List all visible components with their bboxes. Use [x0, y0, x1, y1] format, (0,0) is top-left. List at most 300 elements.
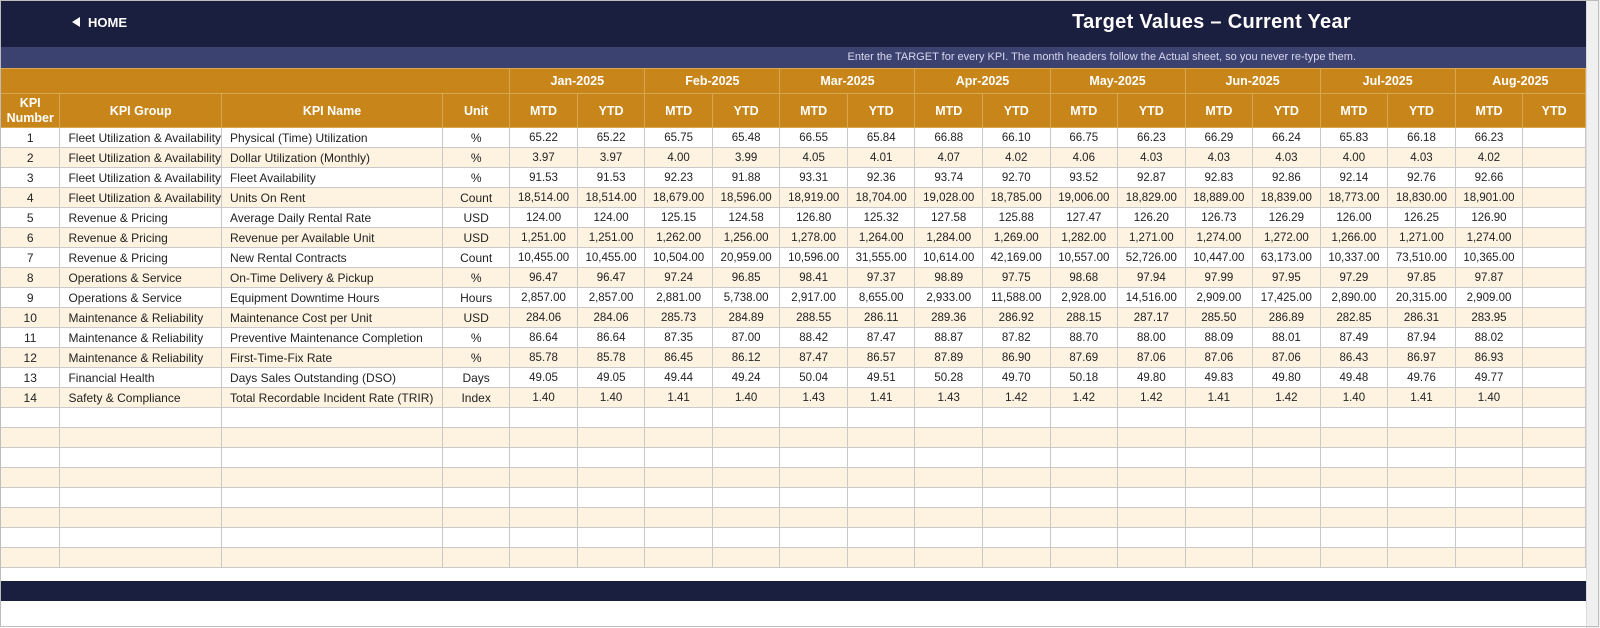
target-value-cell[interactable]: 97.99 [1185, 268, 1253, 288]
empty-cell[interactable] [1388, 508, 1456, 528]
target-value-cell[interactable]: 91.53 [510, 168, 578, 188]
target-value-cell[interactable]: 124.00 [510, 208, 578, 228]
target-value-cell[interactable]: 287.17 [1118, 308, 1186, 328]
target-value-cell[interactable]: 4.02 [983, 148, 1051, 168]
target-value-cell[interactable]: 18,901.00 [1455, 188, 1523, 208]
target-value-cell[interactable]: 93.31 [780, 168, 848, 188]
target-value-cell[interactable]: 66.55 [780, 128, 848, 148]
target-value-cell[interactable] [1523, 288, 1586, 308]
target-value-cell[interactable]: 88.42 [780, 328, 848, 348]
empty-cell[interactable] [915, 488, 983, 508]
target-value-cell[interactable]: 1,271.00 [1388, 228, 1456, 248]
empty-cell[interactable] [1118, 488, 1186, 508]
empty-cell[interactable] [1253, 488, 1321, 508]
target-value-cell[interactable]: 86.97 [1388, 348, 1456, 368]
empty-cell[interactable] [915, 508, 983, 528]
home-button[interactable] [72, 15, 127, 30]
target-value-cell[interactable]: 49.76 [1388, 368, 1456, 388]
empty-cell[interactable] [443, 488, 510, 508]
target-value-cell[interactable]: 124.58 [712, 208, 780, 228]
target-value-cell[interactable]: 288.55 [780, 308, 848, 328]
empty-cell[interactable] [510, 428, 578, 448]
empty-cell[interactable] [510, 448, 578, 468]
target-value-cell[interactable]: 1.43 [780, 388, 848, 408]
empty-cell[interactable] [1253, 508, 1321, 528]
empty-cell[interactable] [221, 528, 442, 548]
target-value-cell[interactable]: 86.64 [510, 328, 578, 348]
empty-cell[interactable] [1455, 408, 1523, 428]
empty-cell[interactable] [1388, 548, 1456, 568]
empty-cell[interactable] [60, 548, 222, 568]
target-value-cell[interactable]: 1.41 [847, 388, 915, 408]
target-value-cell[interactable]: 1.42 [1118, 388, 1186, 408]
target-value-cell[interactable]: 87.69 [1050, 348, 1118, 368]
empty-cell[interactable] [983, 448, 1051, 468]
target-value-cell[interactable]: 20,315.00 [1388, 288, 1456, 308]
vertical-scrollbar[interactable] [1586, 0, 1600, 628]
empty-cell[interactable] [847, 508, 915, 528]
empty-cell[interactable] [60, 468, 222, 488]
target-value-cell[interactable]: 18,596.00 [712, 188, 780, 208]
target-value-cell[interactable]: 18,704.00 [847, 188, 915, 208]
empty-cell[interactable] [712, 488, 780, 508]
empty-cell[interactable] [780, 528, 848, 548]
empty-cell[interactable] [1118, 448, 1186, 468]
target-value-cell[interactable]: 87.00 [712, 328, 780, 348]
target-value-cell[interactable]: 1.41 [1185, 388, 1253, 408]
target-value-cell[interactable]: 18,889.00 [1185, 188, 1253, 208]
empty-cell[interactable] [780, 468, 848, 488]
empty-cell[interactable] [712, 428, 780, 448]
target-value-cell[interactable]: 87.06 [1185, 348, 1253, 368]
empty-cell[interactable] [645, 408, 713, 428]
target-value-cell[interactable] [1523, 388, 1586, 408]
target-value-cell[interactable]: 1,251.00 [577, 228, 645, 248]
empty-cell[interactable] [221, 428, 442, 448]
target-value-cell[interactable]: 88.87 [915, 328, 983, 348]
target-value-cell[interactable]: 10,614.00 [915, 248, 983, 268]
target-value-cell[interactable]: 10,557.00 [1050, 248, 1118, 268]
target-value-cell[interactable]: 3.97 [577, 148, 645, 168]
target-value-cell[interactable]: 85.78 [577, 348, 645, 368]
target-value-cell[interactable]: 18,839.00 [1253, 188, 1321, 208]
target-value-cell[interactable]: 31,555.00 [847, 248, 915, 268]
target-value-cell[interactable]: 4.00 [645, 148, 713, 168]
target-value-cell[interactable] [1523, 128, 1586, 148]
target-value-cell[interactable]: 1.40 [712, 388, 780, 408]
empty-cell[interactable] [510, 408, 578, 428]
target-value-cell[interactable]: 92.14 [1320, 168, 1388, 188]
empty-cell[interactable] [915, 428, 983, 448]
target-value-cell[interactable]: 87.35 [645, 328, 713, 348]
target-value-cell[interactable]: 5,738.00 [712, 288, 780, 308]
target-value-cell[interactable]: 4.03 [1388, 148, 1456, 168]
empty-cell[interactable] [577, 508, 645, 528]
empty-cell[interactable] [847, 408, 915, 428]
target-value-cell[interactable]: 97.37 [847, 268, 915, 288]
empty-cell[interactable] [577, 488, 645, 508]
empty-cell[interactable] [1523, 508, 1586, 528]
target-value-cell[interactable]: 65.22 [510, 128, 578, 148]
empty-cell[interactable] [1455, 488, 1523, 508]
empty-cell[interactable] [712, 468, 780, 488]
target-value-cell[interactable]: 1,251.00 [510, 228, 578, 248]
target-value-cell[interactable] [1523, 348, 1586, 368]
empty-cell[interactable] [60, 488, 222, 508]
target-value-cell[interactable] [1523, 248, 1586, 268]
empty-cell[interactable] [1, 468, 60, 488]
target-value-cell[interactable]: 66.75 [1050, 128, 1118, 148]
target-value-cell[interactable]: 4.03 [1253, 148, 1321, 168]
empty-cell[interactable] [60, 508, 222, 528]
empty-cell[interactable] [1118, 468, 1186, 488]
target-value-cell[interactable]: 92.66 [1455, 168, 1523, 188]
target-value-cell[interactable]: 282.85 [1320, 308, 1388, 328]
empty-cell[interactable] [1388, 488, 1456, 508]
target-value-cell[interactable]: 49.70 [983, 368, 1051, 388]
target-value-cell[interactable]: 65.84 [847, 128, 915, 148]
target-value-cell[interactable]: 66.88 [915, 128, 983, 148]
target-value-cell[interactable]: 4.03 [1118, 148, 1186, 168]
target-value-cell[interactable]: 14,516.00 [1118, 288, 1186, 308]
target-value-cell[interactable]: 97.29 [1320, 268, 1388, 288]
target-value-cell[interactable]: 3.99 [712, 148, 780, 168]
target-value-cell[interactable]: 65.83 [1320, 128, 1388, 148]
target-value-cell[interactable]: 87.89 [915, 348, 983, 368]
target-value-cell[interactable]: 1,278.00 [780, 228, 848, 248]
empty-cell[interactable] [1253, 448, 1321, 468]
target-value-cell[interactable]: 10,365.00 [1455, 248, 1523, 268]
target-value-cell[interactable]: 18,830.00 [1388, 188, 1456, 208]
target-value-cell[interactable]: 86.12 [712, 348, 780, 368]
target-value-cell[interactable]: 86.64 [577, 328, 645, 348]
target-value-cell[interactable]: 92.76 [1388, 168, 1456, 188]
target-value-cell[interactable]: 49.77 [1455, 368, 1523, 388]
empty-cell[interactable] [1, 448, 60, 468]
target-value-cell[interactable]: 1.41 [645, 388, 713, 408]
empty-cell[interactable] [1, 488, 60, 508]
target-value-cell[interactable]: 96.47 [510, 268, 578, 288]
target-value-cell[interactable] [1523, 188, 1586, 208]
target-value-cell[interactable]: 18,679.00 [645, 188, 713, 208]
target-value-cell[interactable]: 18,773.00 [1320, 188, 1388, 208]
target-value-cell[interactable]: 125.15 [645, 208, 713, 228]
empty-cell[interactable] [915, 448, 983, 468]
target-value-cell[interactable]: 284.06 [510, 308, 578, 328]
target-value-cell[interactable]: 17,425.00 [1253, 288, 1321, 308]
empty-cell[interactable] [983, 408, 1051, 428]
target-value-cell[interactable]: 87.47 [847, 328, 915, 348]
target-value-cell[interactable]: 8,655.00 [847, 288, 915, 308]
target-value-cell[interactable]: 96.47 [577, 268, 645, 288]
empty-cell[interactable] [1253, 528, 1321, 548]
target-value-cell[interactable]: 2,881.00 [645, 288, 713, 308]
target-value-cell[interactable]: 126.20 [1118, 208, 1186, 228]
target-value-cell[interactable]: 286.89 [1253, 308, 1321, 328]
target-value-cell[interactable]: 286.31 [1388, 308, 1456, 328]
empty-cell[interactable] [1523, 428, 1586, 448]
empty-cell[interactable] [1185, 428, 1253, 448]
empty-cell[interactable] [1185, 528, 1253, 548]
empty-cell[interactable] [1320, 548, 1388, 568]
empty-cell[interactable] [510, 548, 578, 568]
empty-cell[interactable] [1523, 548, 1586, 568]
target-value-cell[interactable] [1523, 268, 1586, 288]
empty-cell[interactable] [1523, 528, 1586, 548]
empty-cell[interactable] [1253, 428, 1321, 448]
target-value-cell[interactable]: 19,006.00 [1050, 188, 1118, 208]
target-value-cell[interactable]: 2,917.00 [780, 288, 848, 308]
empty-cell[interactable] [1, 528, 60, 548]
empty-cell[interactable] [1253, 408, 1321, 428]
empty-cell[interactable] [221, 408, 442, 428]
target-value-cell[interactable]: 124.00 [577, 208, 645, 228]
empty-cell[interactable] [847, 488, 915, 508]
target-value-cell[interactable]: 97.75 [983, 268, 1051, 288]
empty-cell[interactable] [577, 448, 645, 468]
empty-cell[interactable] [1118, 528, 1186, 548]
target-value-cell[interactable] [1523, 168, 1586, 188]
target-value-cell[interactable]: 85.78 [510, 348, 578, 368]
target-value-cell[interactable]: 18,785.00 [983, 188, 1051, 208]
empty-cell[interactable] [577, 528, 645, 548]
empty-cell[interactable] [1185, 548, 1253, 568]
empty-cell[interactable] [645, 548, 713, 568]
target-value-cell[interactable]: 126.00 [1320, 208, 1388, 228]
target-value-cell[interactable]: 92.83 [1185, 168, 1253, 188]
empty-cell[interactable] [60, 428, 222, 448]
empty-cell[interactable] [1455, 508, 1523, 528]
empty-cell[interactable] [1, 548, 60, 568]
target-value-cell[interactable]: 93.52 [1050, 168, 1118, 188]
target-value-cell[interactable]: 50.28 [915, 368, 983, 388]
target-value-cell[interactable]: 49.05 [510, 368, 578, 388]
target-value-cell[interactable]: 73,510.00 [1388, 248, 1456, 268]
target-value-cell[interactable]: 97.85 [1388, 268, 1456, 288]
target-value-cell[interactable]: 50.18 [1050, 368, 1118, 388]
target-value-cell[interactable]: 4.07 [915, 148, 983, 168]
empty-cell[interactable] [1388, 448, 1456, 468]
target-value-cell[interactable]: 88.70 [1050, 328, 1118, 348]
empty-cell[interactable] [1, 508, 60, 528]
target-value-cell[interactable]: 2,909.00 [1185, 288, 1253, 308]
target-value-cell[interactable]: 91.88 [712, 168, 780, 188]
target-value-cell[interactable] [1523, 328, 1586, 348]
empty-cell[interactable] [645, 488, 713, 508]
empty-cell[interactable] [510, 508, 578, 528]
empty-cell[interactable] [645, 468, 713, 488]
empty-cell[interactable] [60, 528, 222, 548]
target-value-cell[interactable]: 1,271.00 [1118, 228, 1186, 248]
empty-cell[interactable] [780, 548, 848, 568]
target-value-cell[interactable]: 87.94 [1388, 328, 1456, 348]
empty-cell[interactable] [1050, 508, 1118, 528]
empty-cell[interactable] [510, 468, 578, 488]
empty-cell[interactable] [443, 448, 510, 468]
target-value-cell[interactable] [1523, 148, 1586, 168]
target-value-cell[interactable]: 18,829.00 [1118, 188, 1186, 208]
target-value-cell[interactable]: 1,262.00 [645, 228, 713, 248]
target-value-cell[interactable]: 1.42 [983, 388, 1051, 408]
target-value-cell[interactable]: 286.92 [983, 308, 1051, 328]
empty-cell[interactable] [1185, 468, 1253, 488]
empty-cell[interactable] [1050, 468, 1118, 488]
target-value-cell[interactable]: 1,266.00 [1320, 228, 1388, 248]
target-value-cell[interactable]: 127.58 [915, 208, 983, 228]
target-value-cell[interactable] [1523, 228, 1586, 248]
target-value-cell[interactable]: 92.36 [847, 168, 915, 188]
empty-cell[interactable] [443, 428, 510, 448]
target-value-cell[interactable]: 49.80 [1253, 368, 1321, 388]
target-value-cell[interactable]: 1,256.00 [712, 228, 780, 248]
target-value-cell[interactable]: 1.42 [1050, 388, 1118, 408]
empty-cell[interactable] [847, 448, 915, 468]
target-value-cell[interactable]: 2,933.00 [915, 288, 983, 308]
empty-cell[interactable] [1185, 448, 1253, 468]
target-value-cell[interactable]: 92.70 [983, 168, 1051, 188]
target-value-cell[interactable]: 88.01 [1253, 328, 1321, 348]
target-value-cell[interactable]: 97.87 [1455, 268, 1523, 288]
target-value-cell[interactable]: 88.09 [1185, 328, 1253, 348]
empty-cell[interactable] [915, 408, 983, 428]
target-value-cell[interactable]: 10,337.00 [1320, 248, 1388, 268]
target-value-cell[interactable]: 65.75 [645, 128, 713, 148]
empty-cell[interactable] [1523, 448, 1586, 468]
empty-cell[interactable] [510, 528, 578, 548]
empty-cell[interactable] [780, 428, 848, 448]
target-value-cell[interactable]: 126.73 [1185, 208, 1253, 228]
empty-cell[interactable] [443, 508, 510, 528]
target-value-cell[interactable]: 2,857.00 [577, 288, 645, 308]
empty-cell[interactable] [780, 448, 848, 468]
target-value-cell[interactable] [1523, 308, 1586, 328]
target-value-cell[interactable]: 66.10 [983, 128, 1051, 148]
empty-cell[interactable] [1523, 468, 1586, 488]
empty-cell[interactable] [1523, 488, 1586, 508]
empty-cell[interactable] [577, 468, 645, 488]
empty-cell[interactable] [577, 548, 645, 568]
target-value-cell[interactable]: 127.47 [1050, 208, 1118, 228]
target-value-cell[interactable]: 1,274.00 [1185, 228, 1253, 248]
target-value-cell[interactable]: 49.44 [645, 368, 713, 388]
empty-cell[interactable] [443, 468, 510, 488]
target-value-cell[interactable]: 10,455.00 [577, 248, 645, 268]
empty-cell[interactable] [1388, 528, 1456, 548]
target-value-cell[interactable]: 98.89 [915, 268, 983, 288]
empty-cell[interactable] [221, 488, 442, 508]
empty-cell[interactable] [1455, 548, 1523, 568]
empty-cell[interactable] [1118, 548, 1186, 568]
target-value-cell[interactable]: 66.29 [1185, 128, 1253, 148]
target-value-cell[interactable]: 91.53 [577, 168, 645, 188]
target-value-cell[interactable]: 3.97 [510, 148, 578, 168]
empty-cell[interactable] [443, 548, 510, 568]
target-value-cell[interactable]: 86.93 [1455, 348, 1523, 368]
target-value-cell[interactable]: 10,447.00 [1185, 248, 1253, 268]
empty-cell[interactable] [645, 428, 713, 448]
target-value-cell[interactable]: 1,282.00 [1050, 228, 1118, 248]
target-value-cell[interactable]: 1,269.00 [983, 228, 1051, 248]
empty-cell[interactable] [645, 508, 713, 528]
empty-cell[interactable] [1455, 468, 1523, 488]
target-value-cell[interactable]: 49.05 [577, 368, 645, 388]
target-value-cell[interactable]: 11,588.00 [983, 288, 1051, 308]
target-value-cell[interactable]: 86.43 [1320, 348, 1388, 368]
target-value-cell[interactable]: 87.06 [1118, 348, 1186, 368]
empty-cell[interactable] [847, 548, 915, 568]
empty-cell[interactable] [1253, 548, 1321, 568]
empty-cell[interactable] [1320, 508, 1388, 528]
target-value-cell[interactable]: 98.41 [780, 268, 848, 288]
target-value-cell[interactable]: 63,173.00 [1253, 248, 1321, 268]
empty-cell[interactable] [1050, 528, 1118, 548]
empty-cell[interactable] [1455, 448, 1523, 468]
target-value-cell[interactable]: 88.00 [1118, 328, 1186, 348]
target-value-cell[interactable]: 49.48 [1320, 368, 1388, 388]
empty-cell[interactable] [983, 428, 1051, 448]
empty-cell[interactable] [60, 408, 222, 428]
empty-cell[interactable] [983, 508, 1051, 528]
target-value-cell[interactable]: 92.23 [645, 168, 713, 188]
empty-cell[interactable] [221, 548, 442, 568]
target-value-cell[interactable]: 284.89 [712, 308, 780, 328]
empty-cell[interactable] [780, 488, 848, 508]
target-value-cell[interactable]: 286.11 [847, 308, 915, 328]
target-value-cell[interactable]: 2,928.00 [1050, 288, 1118, 308]
target-value-cell[interactable] [1523, 208, 1586, 228]
empty-cell[interactable] [712, 408, 780, 428]
empty-cell[interactable] [1, 428, 60, 448]
target-value-cell[interactable]: 87.47 [780, 348, 848, 368]
empty-cell[interactable] [1253, 468, 1321, 488]
empty-cell[interactable] [221, 468, 442, 488]
target-value-cell[interactable] [1523, 368, 1586, 388]
empty-cell[interactable] [915, 528, 983, 548]
empty-cell[interactable] [1185, 488, 1253, 508]
target-value-cell[interactable]: 4.05 [780, 148, 848, 168]
target-value-cell[interactable]: 126.90 [1455, 208, 1523, 228]
target-value-cell[interactable]: 125.88 [983, 208, 1051, 228]
empty-cell[interactable] [221, 448, 442, 468]
target-value-cell[interactable]: 65.48 [712, 128, 780, 148]
empty-cell[interactable] [1050, 448, 1118, 468]
target-value-cell[interactable]: 49.80 [1118, 368, 1186, 388]
empty-cell[interactable] [712, 508, 780, 528]
target-value-cell[interactable]: 92.86 [1253, 168, 1321, 188]
empty-cell[interactable] [847, 468, 915, 488]
empty-cell[interactable] [1523, 408, 1586, 428]
empty-cell[interactable] [1050, 408, 1118, 428]
empty-cell[interactable] [847, 528, 915, 548]
target-value-cell[interactable]: 1.42 [1253, 388, 1321, 408]
target-value-cell[interactable]: 1.41 [1388, 388, 1456, 408]
empty-cell[interactable] [577, 408, 645, 428]
target-value-cell[interactable]: 10,596.00 [780, 248, 848, 268]
empty-cell[interactable] [1118, 408, 1186, 428]
empty-cell[interactable] [1050, 488, 1118, 508]
empty-cell[interactable] [645, 528, 713, 548]
target-value-cell[interactable]: 52,726.00 [1118, 248, 1186, 268]
target-value-cell[interactable]: 126.25 [1388, 208, 1456, 228]
target-value-cell[interactable]: 97.24 [645, 268, 713, 288]
empty-cell[interactable] [443, 528, 510, 548]
target-value-cell[interactable]: 285.50 [1185, 308, 1253, 328]
target-value-cell[interactable]: 1,272.00 [1253, 228, 1321, 248]
target-value-cell[interactable]: 126.80 [780, 208, 848, 228]
target-value-cell[interactable]: 93.74 [915, 168, 983, 188]
empty-cell[interactable] [915, 468, 983, 488]
target-value-cell[interactable]: 1,274.00 [1455, 228, 1523, 248]
